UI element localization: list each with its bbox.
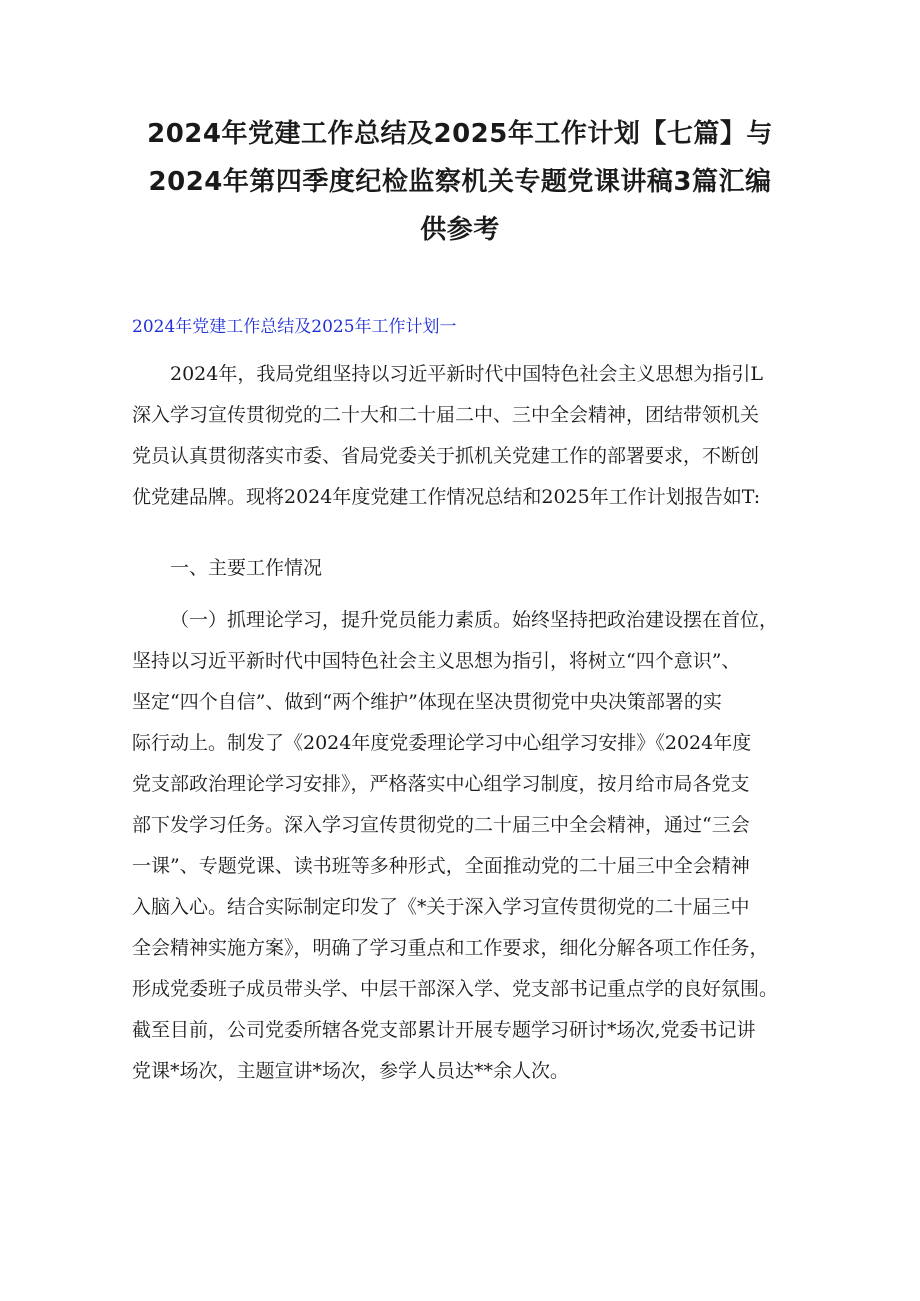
paragraph-line: 党员认真贯彻落实市委、省局党委关于抓机关党建工作的部署要求，不断创 (132, 445, 760, 467)
paragraph-line: 入脑入心。结合实际制定印发了《*关于深入学习宣传贯彻党的二十届三中 (132, 896, 750, 918)
paragraph-line: 坚定“四个自信”、做到“两个维护”体现在坚决贯彻党中央决策部署的实 (132, 691, 722, 713)
paragraph-line: 党支部政治理论学习安排》，严格落实中心组学习制度，按月给市局各党支 (132, 773, 750, 795)
paragraph-line: 截至目前，公司党委所辖各党支部累计开展专题学习研讨*场次,党委书记讲 (132, 1019, 756, 1041)
subheading-text: 一、主要工作情况 (170, 557, 323, 579)
paragraph-intro (132, 354, 796, 518)
section-heading: 2024年党建工作总结及2025年工作计划一 (132, 317, 457, 337)
paragraph-line: 形成党委班子成员带头学、中层干部深入学、党支部书记重点学的良好氛围。 (132, 978, 779, 1000)
paragraph-line: 一课”、专题党课、读书班等多种形式，全面推动党的二十届三中全会精神 (132, 855, 750, 877)
document-title (60, 110, 860, 254)
paragraph-line: 优党建品牌。现将2024年度党建工作情况总结和2025年工作计划报告如T: (132, 486, 761, 508)
paragraph-line: 2024年，我局党组坚持以习近平新时代中国特色社会主义思想为指引L (170, 363, 763, 385)
title-line: 供参考 (420, 215, 500, 245)
paragraph-line: （一）抓理论学习，提升党员能力素质。始终坚持把政治建设摆在首位， (170, 609, 779, 631)
title-line: 2024年第四季度纪检监察机关专题党课讲稿3篇汇编 (148, 167, 772, 197)
title-line: 2024年党建工作总结及2025年工作计划【七篇】与 (147, 119, 773, 149)
paragraph-line: 部下发学习任务。深入学习宣传贯彻党的二十届三中全会精神，通过“三会 (132, 814, 750, 836)
paragraph-line: 全会精神实施方案》，明确了学习重点和工作要求，细化分解各项工作任务， (132, 937, 769, 959)
paragraph-line: 坚持以习近平新时代中国特色社会主义思想为指引，将树立“四个意识”、 (132, 650, 741, 672)
subheading-main-work (132, 548, 796, 589)
paragraph-theory-study (132, 600, 796, 1092)
paragraph-line: 党课*场次，主题宣讲*场次，参学人员达**余人次。 (132, 1060, 570, 1082)
paragraph-line: 深入学习宣传贯彻党的二十大和二十届二中、三中全会精神，团结带领机关 (132, 404, 760, 426)
paragraph-line: 际行动上。制发了《2024年度党委理论学习中心组学习安排》《2024年度 (132, 732, 752, 754)
